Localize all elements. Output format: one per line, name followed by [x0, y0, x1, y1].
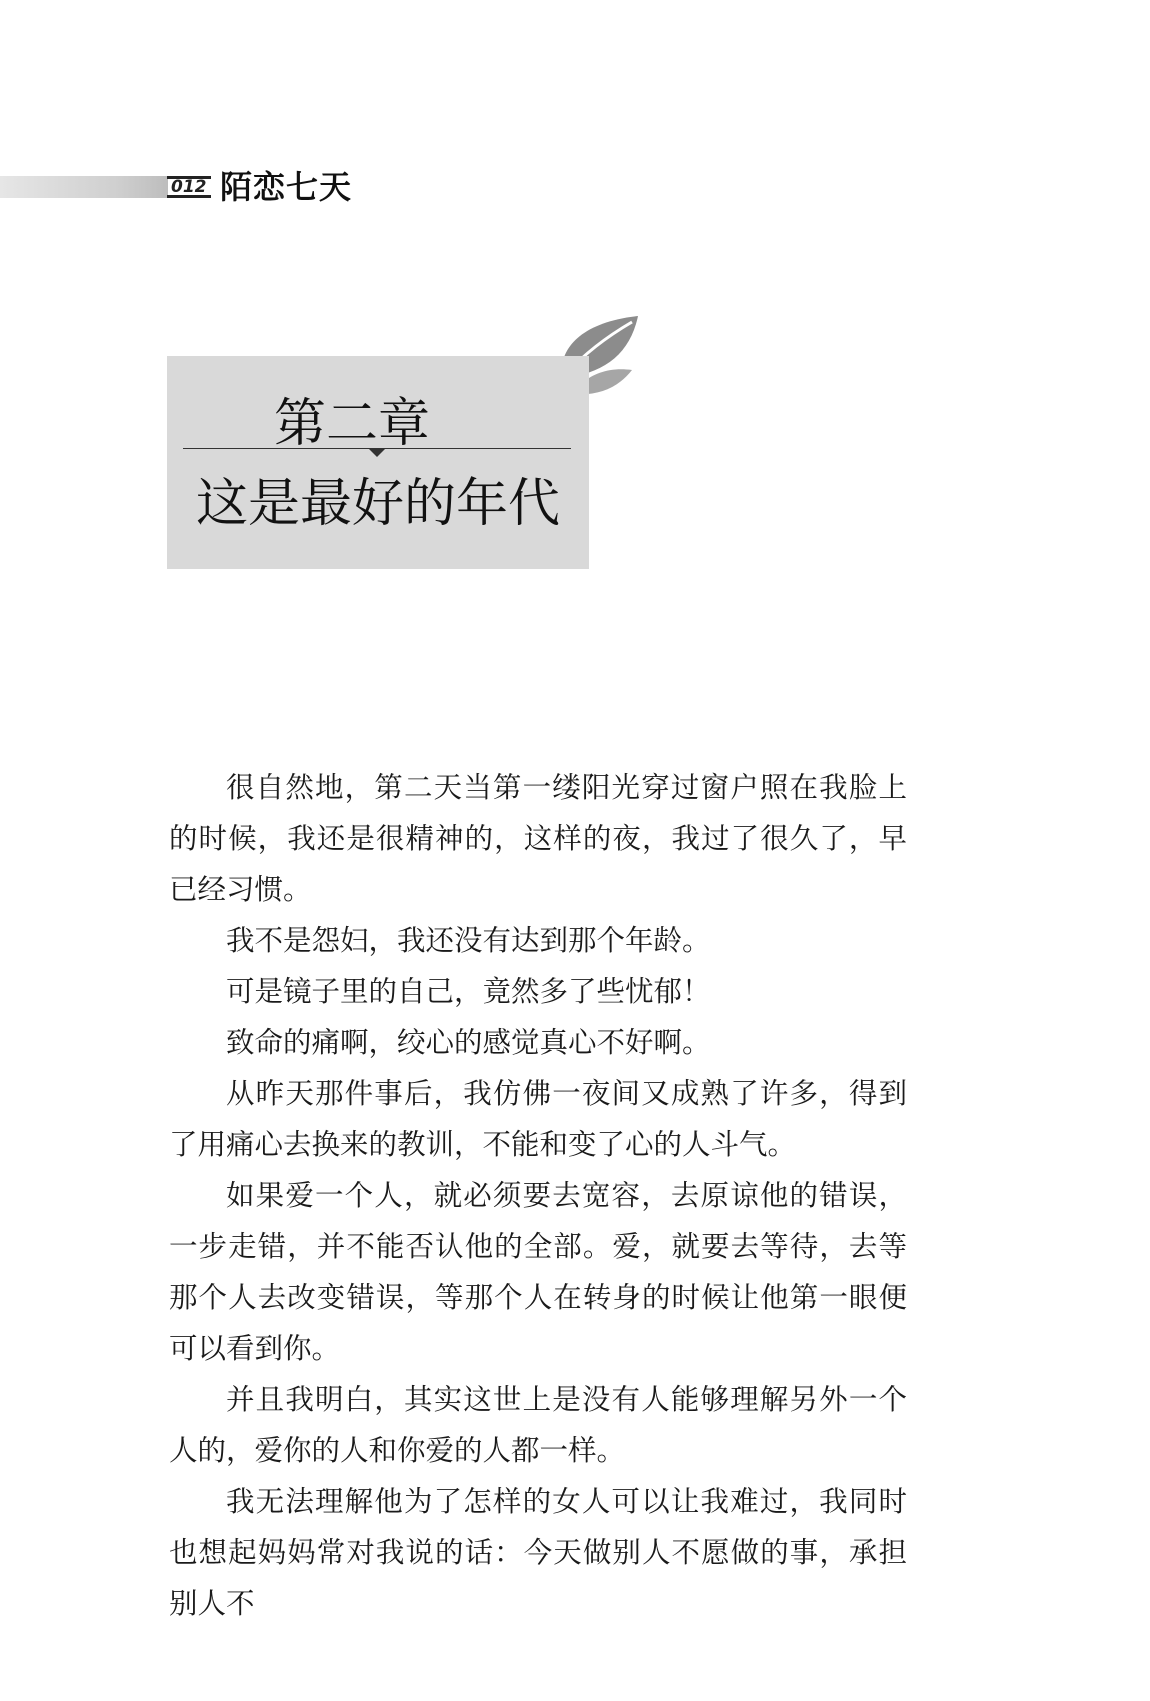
chapter-divider-tick [368, 448, 386, 457]
paragraph: 并且我明白，其实这世上是没有人能够理解另外一个人的，爱你的人和你爱的人都一样。 [169, 1383, 907, 1467]
paragraph: 很自然地，第二天当第一缕阳光穿过窗户照在我脸上的时候，我还是很精神的，这样的夜，我过了很久了，早已经习惯。 [169, 771, 907, 906]
chapter-number: 第二章 [273, 394, 430, 454]
page-number: 012 [167, 176, 211, 198]
chapter-title: 这是最好的年代 [195, 474, 560, 534]
paragraph: 可是镜子里的自己，竟然多了些忧郁！ [226, 975, 711, 1008]
chapter-heading-box [167, 356, 589, 569]
book-title: 陌恋七天 [220, 168, 353, 206]
paragraph: 我不是怨妇，我还没有达到那个年龄。 [226, 924, 711, 957]
paragraph: 我无法理解他为了怎样的女人可以让我难过，我同时也想起妈妈常对我说的话：今天做别人不愿做的事，承担别人不 [169, 1485, 907, 1620]
header-bar [0, 176, 168, 198]
paragraph: 从昨天那件事后，我仿佛一夜间又成熟了许多，得到了用痛心去换来的教训，不能和变了心的人斗气。 [169, 1077, 907, 1161]
body-text [169, 762, 907, 1629]
paragraph: 致命的痛啊，绞心的感觉真心不好啊。 [226, 1026, 711, 1059]
paragraph: 如果爱一个人，就必须要去宽容，去原谅他的错误，一步走错，并不能否认他的全部。爱，就要去等待，去等那个人去改变错误，等那个人在转身的时候让他第一眼便可以看到你。 [169, 1179, 907, 1365]
